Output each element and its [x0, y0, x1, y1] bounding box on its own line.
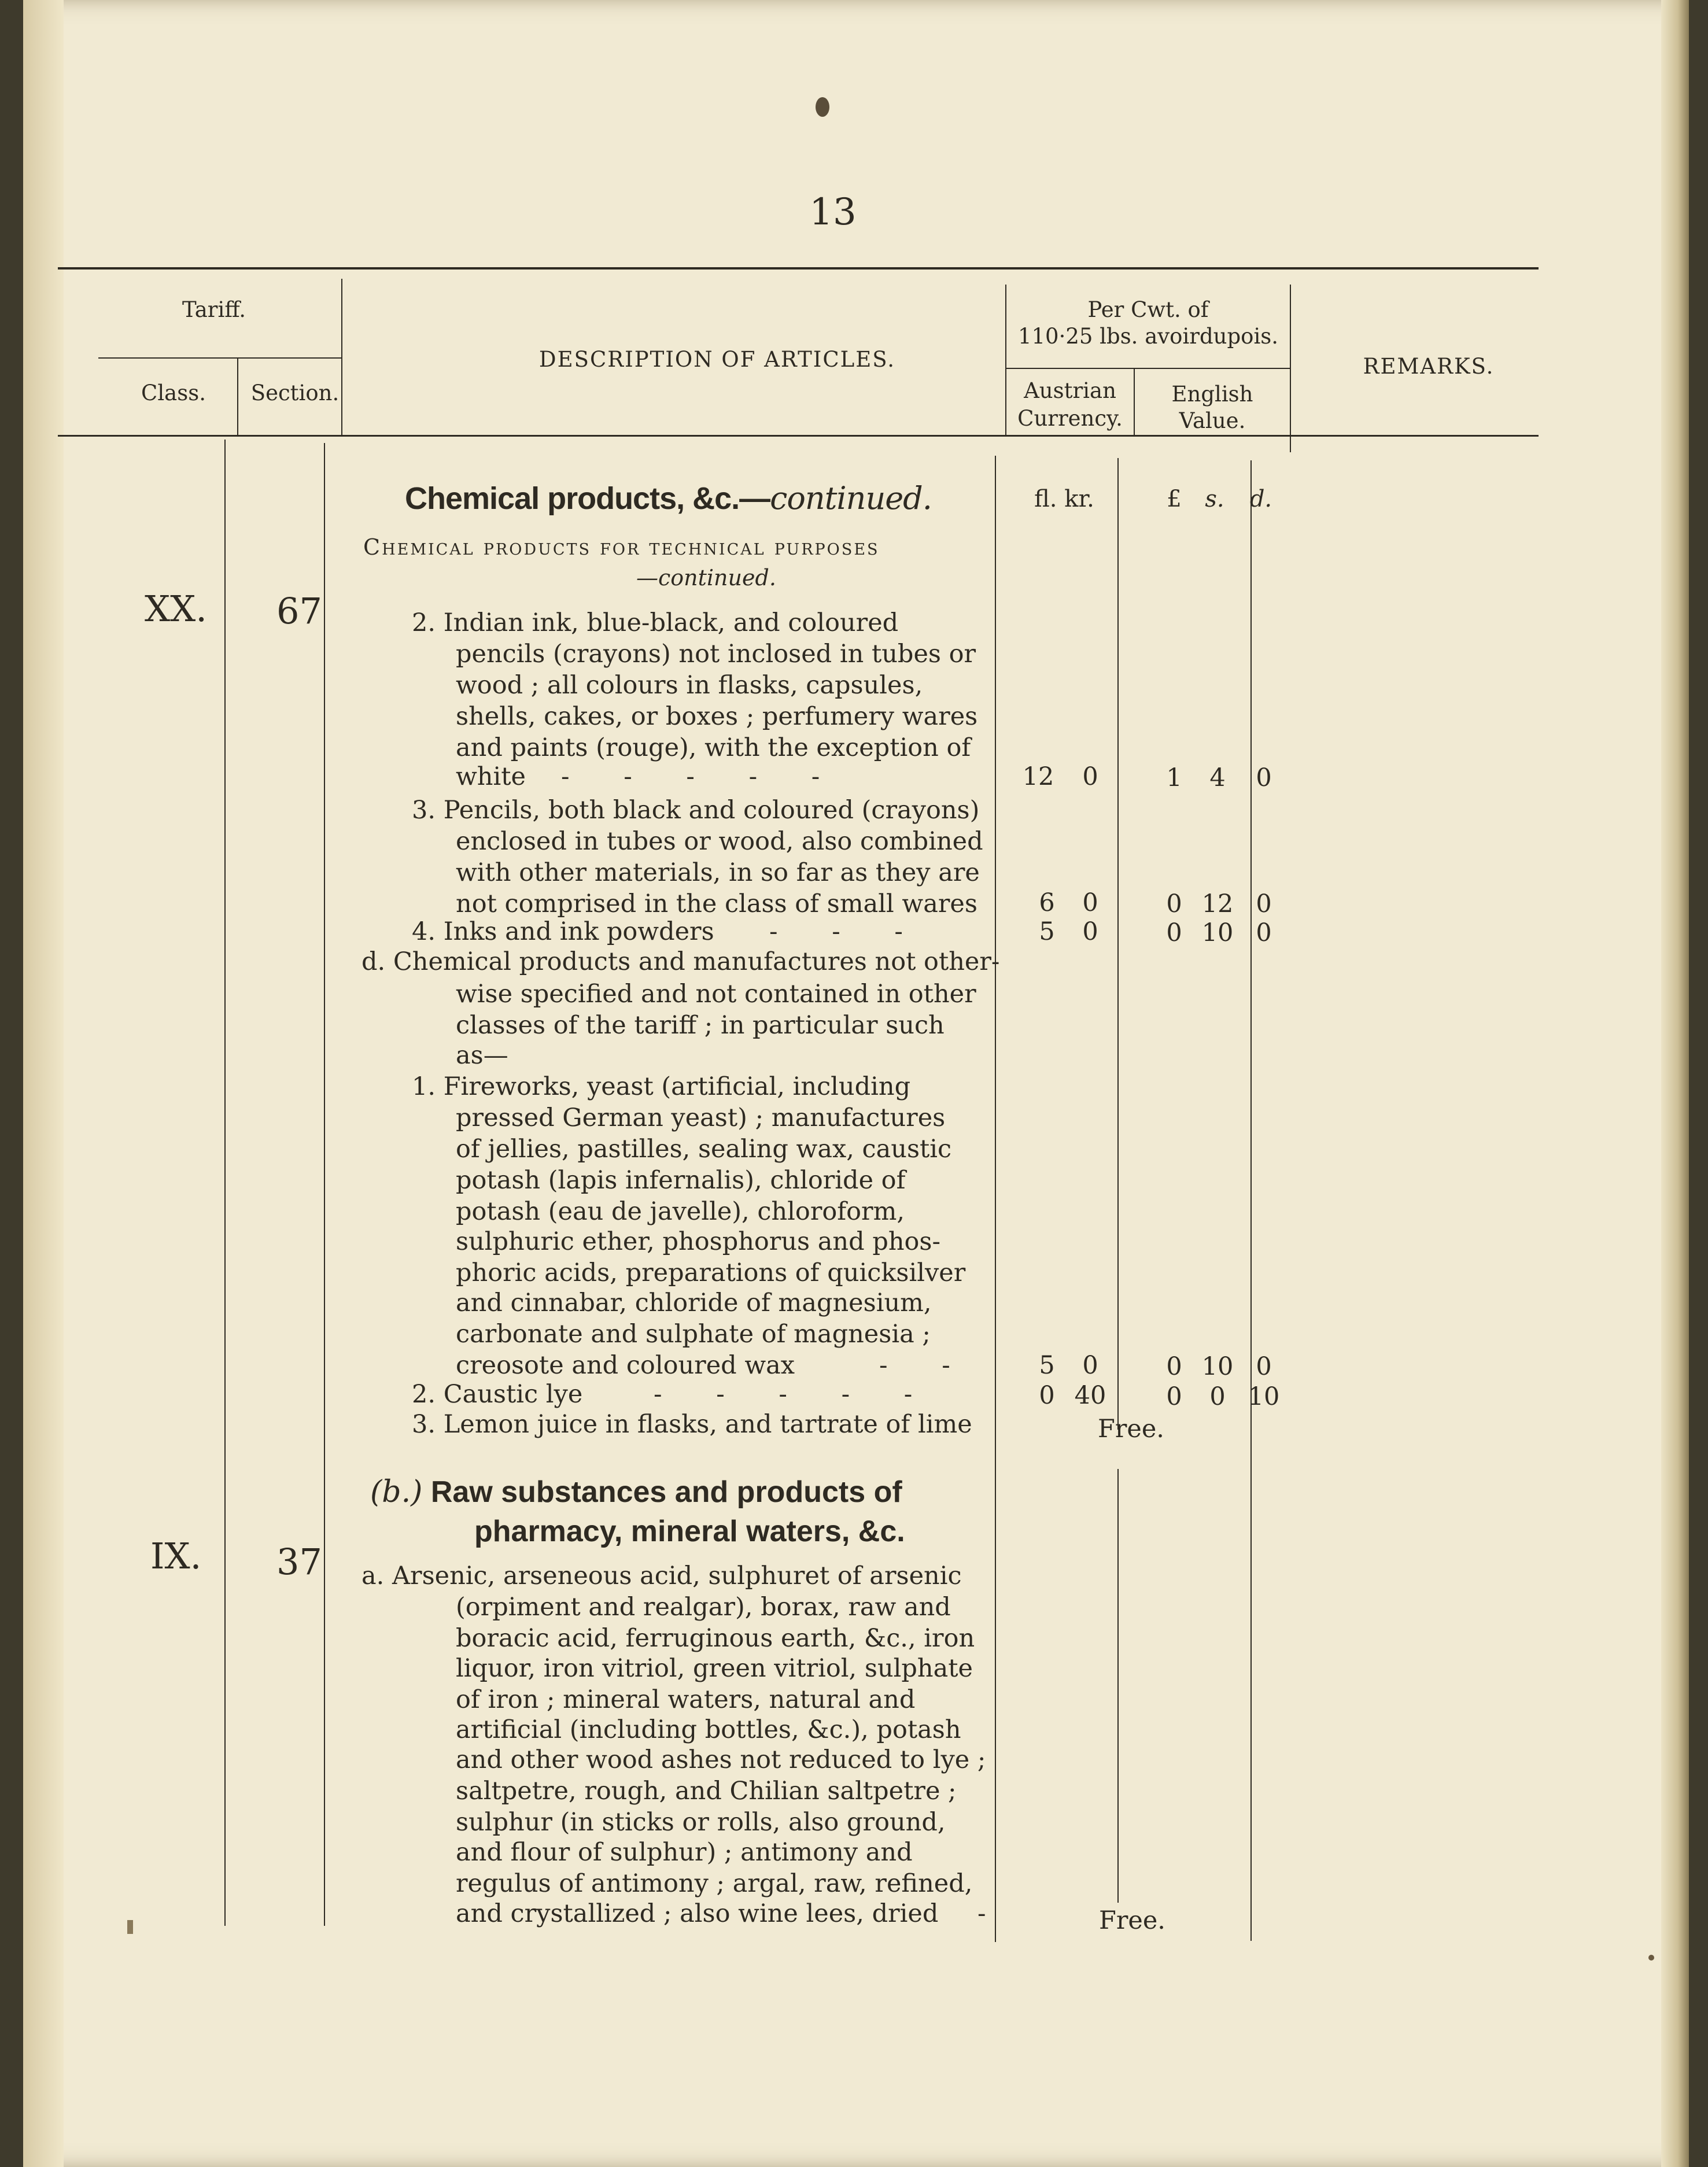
value-shilling: 10 [1201, 918, 1234, 947]
austrian-currency-1: Austrian [1024, 378, 1116, 403]
desc-line: (orpiment and realgar), borax, raw and [456, 1593, 951, 1622]
class-header: Class. [141, 381, 206, 405]
desc-line: with other materials, in so far as they are [456, 858, 980, 887]
desc-line: liquor, iron vitriol, green vitriol, sulphate [456, 1654, 973, 1683]
body-rule-currency-a [1117, 458, 1119, 1430]
description-header: DESCRIPTION OF ARTICLES. [538, 347, 896, 372]
value-pence: 0 [1256, 918, 1272, 947]
col-rule-1 [237, 359, 238, 436]
value-pence: 0 [1256, 1352, 1272, 1381]
desc-line: creosote and coloured wax [456, 1351, 795, 1380]
tariff-header: Tariff. [182, 297, 246, 322]
value-shilling: 10 [1201, 1352, 1234, 1381]
section-b-heading-line1 [370, 1475, 902, 1509]
value-kr: 0 [1082, 762, 1098, 791]
section-a-subheading: Chemical products for technical purposes [363, 534, 880, 560]
desc-line: 2. Indian ink, blue-black, and coloured [412, 608, 899, 637]
leader-dashes: - - - - - [561, 762, 843, 791]
austrian-currency-2: Currency. [1017, 406, 1123, 431]
value-pence: 0 [1256, 889, 1272, 918]
desc-line: and paints (rouge), with the exception of [456, 733, 971, 762]
unit-fl-kr: fl. kr. [1034, 486, 1094, 512]
desc-line: and flour of sulphur) ; antimony and [456, 1838, 913, 1867]
desc-line: carbonate and sulphate of magnesia ; [456, 1320, 931, 1349]
class-xx: XX. [145, 588, 207, 630]
desc-line: phoric acids, preparations of quicksilver [456, 1258, 966, 1287]
body-rule-class [224, 440, 226, 1926]
desc-line: shells, cakes, or boxes ; perfumery wares [456, 702, 978, 731]
unit-pound: £ [1167, 486, 1182, 512]
unit-shilling: s. [1205, 486, 1224, 512]
desc-line: of jellies, pastilles, sealing wax, caustic [456, 1135, 952, 1164]
desc-line: regulus of antimony ; argal, raw, refined, [456, 1869, 973, 1898]
value-fl: 0 [1039, 1381, 1055, 1410]
section-a-subheading-cont: —continued. [636, 565, 776, 590]
section-a-heading-italic: continued. [770, 480, 932, 516]
top-rule [58, 267, 1539, 270]
desc-line: 3. Lemon juice in flasks, and tartrate of lime [412, 1410, 972, 1439]
body-rule-value [1250, 460, 1252, 1941]
desc-line: as— [456, 1041, 508, 1070]
section-b-heading-line2: pharmacy, mineral waters, &c. [474, 1515, 905, 1548]
desc-line: and cinnabar, chloride of magnesium, [456, 1289, 932, 1317]
desc-line: enclosed in tubes or wood, also combined [456, 827, 983, 856]
section-67: 67 [276, 590, 322, 632]
value-pound: 0 [1166, 889, 1182, 918]
class-ix: IX. [150, 1535, 202, 1577]
value-kr: 40 [1074, 1381, 1106, 1410]
desc-line: wood ; all colours in flasks, capsules, [456, 671, 923, 700]
desc-line: and crystallized ; also wine lees, dried [456, 1899, 939, 1928]
value-pound: 1 [1166, 763, 1182, 792]
section-header: Section. [250, 381, 340, 405]
desc-line: 1. Fireworks, yeast (artificial, including [412, 1072, 911, 1101]
value-fl: 5 [1039, 917, 1055, 946]
page [23, 0, 1689, 2167]
desc-line: saltpetre, rough, and Chilian saltpetre ; [456, 1777, 957, 1806]
section-b-title-1: Raw substances and products of [430, 1475, 902, 1509]
desc-line: pressed German yeast) ; manufactures [456, 1103, 946, 1132]
value-fl: 6 [1039, 888, 1055, 917]
desc-line: boracic acid, ferruginous earth, &c., iron [456, 1624, 975, 1653]
value-pound: 0 [1166, 1382, 1182, 1411]
col-rule-2 [341, 279, 342, 435]
margin-speck [127, 1920, 133, 1934]
desc-line: a. Arsenic, arseneous acid, sulphuret of arsenic [361, 1561, 962, 1590]
per-cwt-line1: Per Cwt. of [1087, 297, 1209, 322]
english-value-2: Value. [1179, 408, 1246, 433]
desc-line: d. Chemical products and manufactures not other- [361, 947, 1000, 976]
value-fl: 12 [1022, 762, 1054, 791]
value-pound: 0 [1166, 918, 1182, 947]
desc-line: and other wood ashes not reduced to lye ; [456, 1745, 986, 1774]
leader-dashes: - [977, 1899, 986, 1928]
unit-pence: d. [1249, 486, 1272, 512]
value-shilling: 4 [1209, 763, 1226, 792]
value-kr: 0 [1082, 888, 1098, 917]
ink-blot [816, 97, 829, 117]
value-pence: 0 [1256, 763, 1272, 792]
value-shilling: 0 [1209, 1382, 1226, 1411]
value-kr: 0 [1082, 917, 1098, 946]
page-number: 13 [809, 191, 857, 234]
body-rule-section [324, 443, 325, 1926]
section-a-heading [405, 480, 932, 516]
binding-spine [23, 0, 64, 2167]
section-37: 37 [276, 1541, 322, 1583]
free-label: Free. [1098, 1415, 1164, 1444]
free-label: Free. [1099, 1906, 1165, 1935]
desc-line: not comprised in the class of small wares [456, 889, 977, 918]
value-kr: 0 [1082, 1351, 1098, 1380]
tariff-split-rule [98, 357, 341, 359]
desc-line: white [456, 762, 526, 791]
leader-dashes: - - - [769, 917, 926, 946]
body-rule-currency-b [1117, 1469, 1119, 1903]
english-value-1: English [1171, 382, 1253, 407]
desc-line: of iron ; mineral waters, natural and [456, 1685, 916, 1714]
desc-line: 4. Inks and ink powders [412, 917, 714, 946]
desc-line: potash (eau de javelle), chloroform, [456, 1197, 905, 1226]
value-pound: 0 [1166, 1352, 1182, 1381]
leader-dashes: - - - - - [654, 1380, 936, 1409]
value-fl: 5 [1039, 1351, 1055, 1380]
body-rule-desc [995, 456, 996, 1942]
leader-dashes: - - [879, 1351, 973, 1380]
header-bottom-rule [58, 435, 1539, 437]
col-rule-5 [1290, 285, 1291, 452]
value-shilling: 12 [1201, 889, 1234, 918]
desc-line: wise specified and not contained in other [456, 980, 976, 1009]
cwt-split-rule [1006, 368, 1290, 369]
desc-line: 3. Pencils, both black and coloured (crayons) [412, 796, 980, 825]
desc-line: classes of the tariff ; in particular such [456, 1011, 945, 1040]
section-b-prefix: (b.) [370, 1475, 423, 1509]
desc-line: sulphuric ether, phosphorus and phos- [456, 1227, 941, 1256]
desc-line: pencils (crayons) not inclosed in tubes or [456, 640, 976, 669]
value-pence: 10 [1248, 1382, 1280, 1411]
remarks-header: REMARKS. [1363, 354, 1495, 379]
margin-speck [1648, 1955, 1654, 1961]
page-edge [1661, 0, 1689, 2167]
desc-line: 2. Caustic lye [412, 1380, 583, 1409]
desc-line: artificial (including bottles, &c.), potash [456, 1715, 961, 1744]
desc-line: sulphur (in sticks or rolls, also ground, [456, 1808, 946, 1837]
section-a-heading-text: Chemical products, &c.— [405, 481, 770, 516]
per-cwt-line2: 110·25 lbs. avoirdupois. [1017, 324, 1279, 349]
desc-line: potash (lapis infernalis), chloride of [456, 1166, 906, 1195]
